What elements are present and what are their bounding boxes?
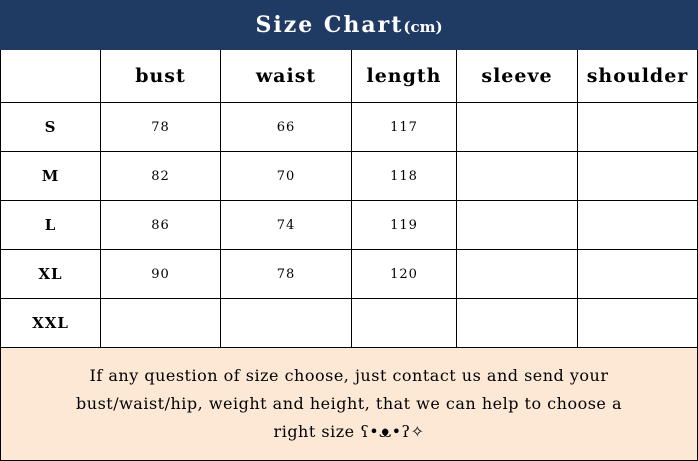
table-row (1, 299, 698, 348)
note-line-1: If any question of size choose, just contact us and send your (89, 366, 609, 385)
column-header-size (1, 50, 101, 103)
table-row (1, 250, 698, 299)
note-line-3: right size ʕ•ᴥ•ʔ✧ (273, 422, 425, 441)
cell-size: S (1, 103, 101, 152)
page-title (1, 1, 698, 50)
size-note (1, 348, 698, 461)
cell-waist: 74 (221, 201, 352, 250)
cell-size: XXL (1, 299, 101, 348)
column-header-sleeve: sleeve (457, 50, 578, 103)
cell-sleeve (457, 250, 578, 299)
cell-waist: 70 (221, 152, 352, 201)
cell-bust: 90 (101, 250, 221, 299)
cell-shoulder (578, 152, 698, 201)
cell-waist: 78 (221, 250, 352, 299)
cell-size: XL (1, 250, 101, 299)
cell-length (352, 299, 457, 348)
column-header-waist: waist (221, 50, 352, 103)
title-unit: (cm) (403, 18, 443, 36)
column-header-bust: bust (101, 50, 221, 103)
cell-sleeve (457, 152, 578, 201)
table-header-row (1, 50, 698, 103)
cell-sleeve (457, 103, 578, 152)
cell-shoulder (578, 201, 698, 250)
table-row (1, 152, 698, 201)
column-header-shoulder: shoulder (578, 50, 698, 103)
cell-size: M (1, 152, 101, 201)
cell-size: L (1, 201, 101, 250)
cell-sleeve (457, 299, 578, 348)
size-note-row (1, 348, 698, 461)
note-line-2: bust/waist/hip, weight and height, that we can help to choose a (76, 394, 623, 413)
cell-shoulder (578, 250, 698, 299)
cell-length: 119 (352, 201, 457, 250)
cell-shoulder (578, 299, 698, 348)
table-row (1, 201, 698, 250)
column-header-length: length (352, 50, 457, 103)
cell-length: 118 (352, 152, 457, 201)
table-title-row (1, 1, 698, 50)
cell-sleeve (457, 201, 578, 250)
cell-waist (221, 299, 352, 348)
cell-length: 117 (352, 103, 457, 152)
table-row (1, 103, 698, 152)
cell-bust (101, 299, 221, 348)
cell-bust: 78 (101, 103, 221, 152)
cell-shoulder (578, 103, 698, 152)
cell-length: 120 (352, 250, 457, 299)
cell-bust: 82 (101, 152, 221, 201)
cell-bust: 86 (101, 201, 221, 250)
title-text: Size Chart (255, 12, 404, 38)
cell-waist: 66 (221, 103, 352, 152)
